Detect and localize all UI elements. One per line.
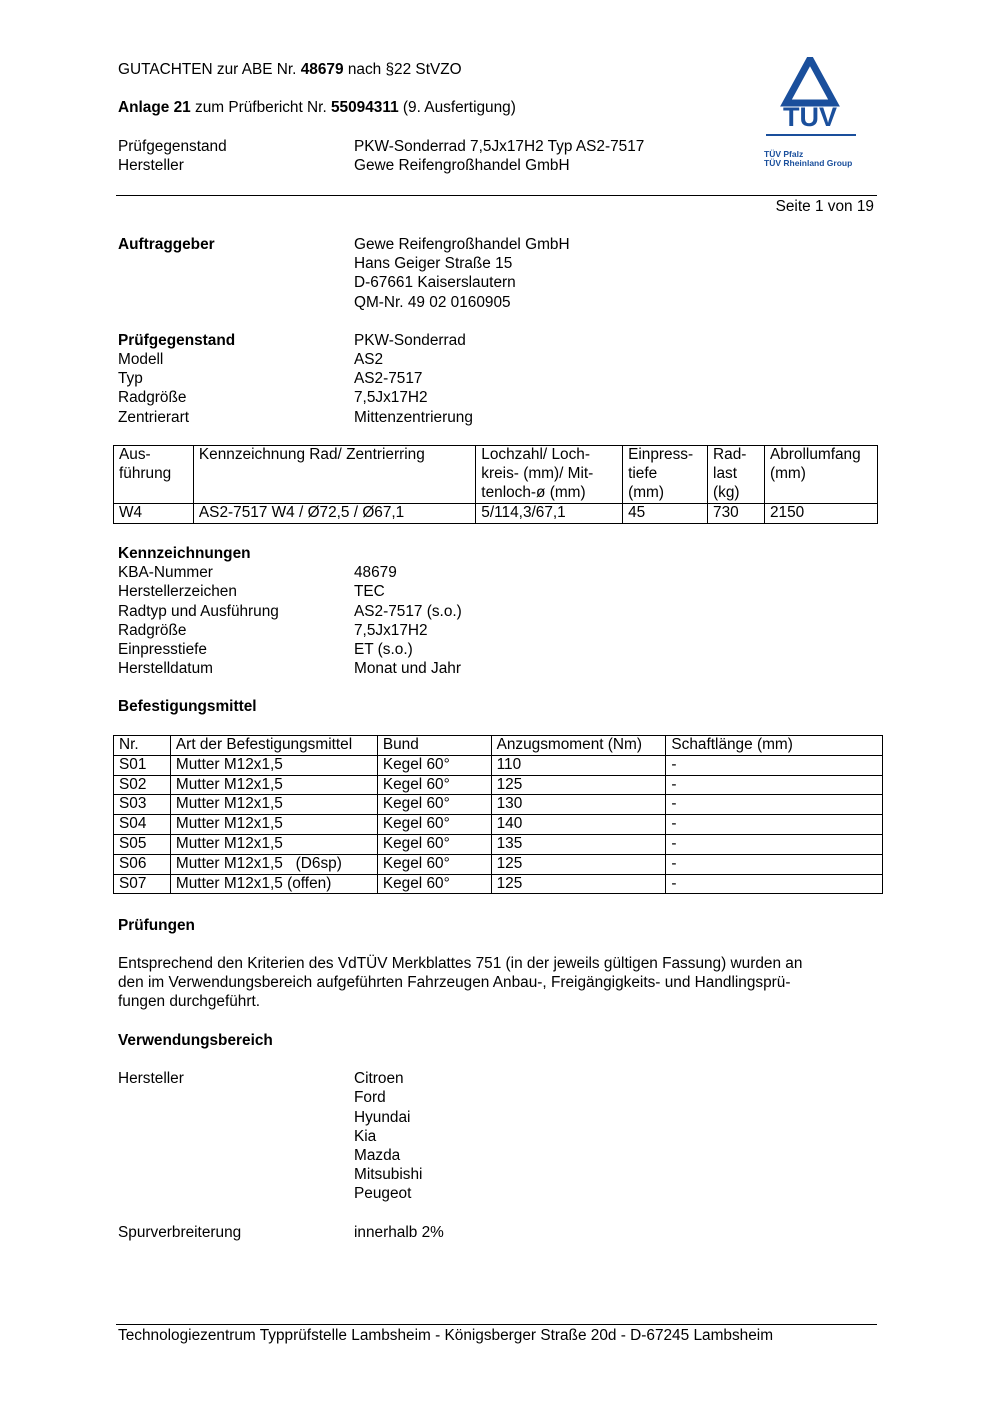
tuv-logo-line-1: TÜV Pfalz [764, 149, 804, 159]
table-cell: Kegel 60° [377, 775, 491, 795]
table-cell: 45 [623, 504, 708, 524]
table-cell: AS2-7517 W4 / Ø72,5 / Ø67,1 [193, 504, 475, 524]
table-header-cell: Bund [377, 736, 491, 756]
table-row [114, 504, 878, 524]
pruefgegenstand-heading: Prüfgegenstand [118, 332, 236, 349]
pruefgegenstand-value: PKW-Sonderrad [354, 332, 466, 349]
auftraggeber-heading: Auftraggeber [118, 236, 215, 253]
pruef-value-zentrierart: Mittenzentrierung [354, 409, 473, 426]
table-cell: S06 [114, 854, 171, 874]
kennz-value: ET (s.o.) [354, 641, 413, 658]
kennz-value: AS2-7517 (s.o.) [354, 603, 462, 620]
page-number: Seite 1 von 19 [775, 198, 874, 215]
pruef-label-radgroesse: Radgröße [118, 389, 187, 406]
befestigung-table [113, 735, 883, 894]
header-line-1: GUTACHTEN zur ABE Nr. 48679 nach §22 StVZO [118, 61, 462, 78]
table-row [114, 874, 883, 894]
table-row [114, 795, 883, 815]
table-row [114, 775, 883, 795]
table-cell: S02 [114, 775, 171, 795]
table-header-cell: Anzugsmoment (Nm) [491, 736, 666, 756]
ausfuehrung-table [113, 445, 878, 524]
hersteller-item: Mazda [354, 1147, 401, 1164]
table-cell: Mutter M12x1,5 [170, 775, 377, 795]
table-cell: 2150 [764, 504, 877, 524]
pruef-value-radgroesse: 7,5Jx17H2 [354, 389, 428, 406]
tuv-logo-rule [766, 134, 856, 136]
auftraggeber-line: Gewe Reifengroßhandel GmbH [354, 236, 570, 253]
table-cell: S04 [114, 815, 171, 835]
header-label-pruefgegenstand: Prüfgegenstand [118, 138, 227, 155]
tuv-logo [762, 57, 862, 177]
pruefungen-line: den im Verwendungsbereich aufgeführten Fahrzeugen Anbau-, Freigängigkeits- und Handlingsprü- [118, 974, 791, 991]
kennz-value: Monat und Jahr [354, 660, 461, 677]
tuv-logo-text: TÜV [783, 102, 837, 132]
table-cell: - [666, 854, 883, 874]
table-cell: - [666, 815, 883, 835]
kennz-label: Radgröße [118, 622, 187, 639]
table-cell: - [666, 834, 883, 854]
auftraggeber-line: QM-Nr. 49 02 0160905 [354, 294, 511, 311]
table-header-cell: Einpress- tiefe (mm) [623, 446, 708, 504]
table-cell: 130 [491, 795, 666, 815]
footer-text: Technologiezentrum Typprüfstelle Lambsheim - Königsberger Straße 20d - D-67245 Lambsheim [118, 1327, 774, 1344]
table-row [114, 854, 883, 874]
table-cell: Kegel 60° [377, 834, 491, 854]
hersteller-item: Mitsubishi [354, 1166, 423, 1183]
befestigung-heading: Befestigungsmittel [118, 698, 257, 715]
table-cell: Kegel 60° [377, 854, 491, 874]
hersteller-item: Hyundai [354, 1109, 411, 1126]
auftraggeber-line: Hans Geiger Straße 15 [354, 255, 513, 272]
table-header-cell: Rad- last (kg) [708, 446, 765, 504]
table-cell: Kegel 60° [377, 755, 491, 775]
kennz-label: KBA-Nummer [118, 564, 213, 581]
table-cell: S07 [114, 874, 171, 894]
kennzeichnungen-heading: Kennzeichnungen [118, 545, 251, 562]
header-label-hersteller: Hersteller [118, 157, 184, 174]
table-cell: S05 [114, 834, 171, 854]
header-divider [116, 195, 877, 196]
pruefungen-line: fungen durchgeführt. [118, 993, 261, 1010]
table-cell: S03 [114, 795, 171, 815]
table-header-cell: Abrollumfang (mm) [764, 446, 877, 504]
footer-divider [116, 1324, 877, 1325]
table-cell: Mutter M12x1,5 [170, 834, 377, 854]
table-cell: - [666, 775, 883, 795]
header-value-hersteller: Gewe Reifengroßhandel GmbH [354, 157, 570, 174]
table-cell: 125 [491, 874, 666, 894]
spurverbreiterung-value: innerhalb 2% [354, 1224, 444, 1241]
hersteller-item: Citroen [354, 1070, 404, 1087]
table-cell: 730 [708, 504, 765, 524]
table-cell: 140 [491, 815, 666, 835]
pruef-value-typ: AS2-7517 [354, 370, 423, 387]
kennz-label: Einpresstiefe [118, 641, 207, 658]
table-cell: Mutter M12x1,5 [170, 755, 377, 775]
kennz-label: Herstelldatum [118, 660, 213, 677]
table-cell: Kegel 60° [377, 815, 491, 835]
kennz-label: Herstellerzeichen [118, 583, 237, 600]
table-cell: Kegel 60° [377, 874, 491, 894]
auftraggeber-line: D-67661 Kaiserslautern [354, 274, 516, 291]
table-header-row [114, 446, 878, 504]
hersteller-item: Ford [354, 1089, 386, 1106]
table-header-cell: Lochzahl/ Loch- kreis- (mm)/ Mit- tenloch-ø (mm) [476, 446, 623, 504]
pruef-value-modell: AS2 [354, 351, 384, 368]
table-cell: Kegel 60° [377, 795, 491, 815]
hersteller-label: Hersteller [118, 1070, 184, 1087]
pruef-label-typ: Typ [118, 370, 143, 387]
table-header-cell: Nr. [114, 736, 171, 756]
header-value-pruefgegenstand: PKW-Sonderrad 7,5Jx17H2 Typ AS2-7517 [354, 138, 645, 155]
table-cell: S01 [114, 755, 171, 775]
spurverbreiterung-label: Spurverbreiterung [118, 1224, 242, 1241]
kennz-label: Radtyp und Ausführung [118, 603, 279, 620]
pruefungen-heading: Prüfungen [118, 917, 195, 934]
table-cell: - [666, 874, 883, 894]
table-row [114, 815, 883, 835]
pruef-label-zentrierart: Zentrierart [118, 409, 189, 426]
table-cell: Mutter M12x1,5 (D6sp) [170, 854, 377, 874]
table-cell: 110 [491, 755, 666, 775]
kennz-value: TEC [354, 583, 385, 600]
hersteller-item: Kia [354, 1128, 377, 1145]
table-cell: Mutter M12x1,5 [170, 795, 377, 815]
hersteller-item: Peugeot [354, 1185, 412, 1202]
table-row [114, 755, 883, 775]
table-cell: 5/114,3/67,1 [476, 504, 623, 524]
tuv-logo-line-2: TÜV Rheinland Group [764, 158, 853, 168]
table-header-cell: Schaftlänge (mm) [666, 736, 883, 756]
pruefungen-line: Entsprechend den Kriterien des VdTÜV Merkblattes 751 (in der jeweils gültigen Fassung) wurden an [118, 955, 803, 972]
table-cell: 125 [491, 775, 666, 795]
table-cell: 135 [491, 834, 666, 854]
table-cell: - [666, 755, 883, 775]
verwendungsbereich-heading: Verwendungsbereich [118, 1032, 273, 1049]
table-row [114, 834, 883, 854]
header-line-2: Anlage 21 zum Prüfbericht Nr. 55094311 (9. Ausfertigung) [118, 99, 516, 116]
table-cell: Mutter M12x1,5 (offen) [170, 874, 377, 894]
table-header-cell: Kennzeichnung Rad/ Zentrierring [193, 446, 475, 504]
table-header-row [114, 736, 883, 756]
table-header-cell: Aus- führung [114, 446, 194, 504]
table-cell: - [666, 795, 883, 815]
table-cell: Mutter M12x1,5 [170, 815, 377, 835]
table-cell: 125 [491, 854, 666, 874]
kennz-value: 7,5Jx17H2 [354, 622, 428, 639]
pruef-label-modell: Modell [118, 351, 164, 368]
table-cell: W4 [114, 504, 194, 524]
table-header-cell: Art der Befestigungsmittel [170, 736, 377, 756]
kennz-value: 48679 [354, 564, 397, 581]
